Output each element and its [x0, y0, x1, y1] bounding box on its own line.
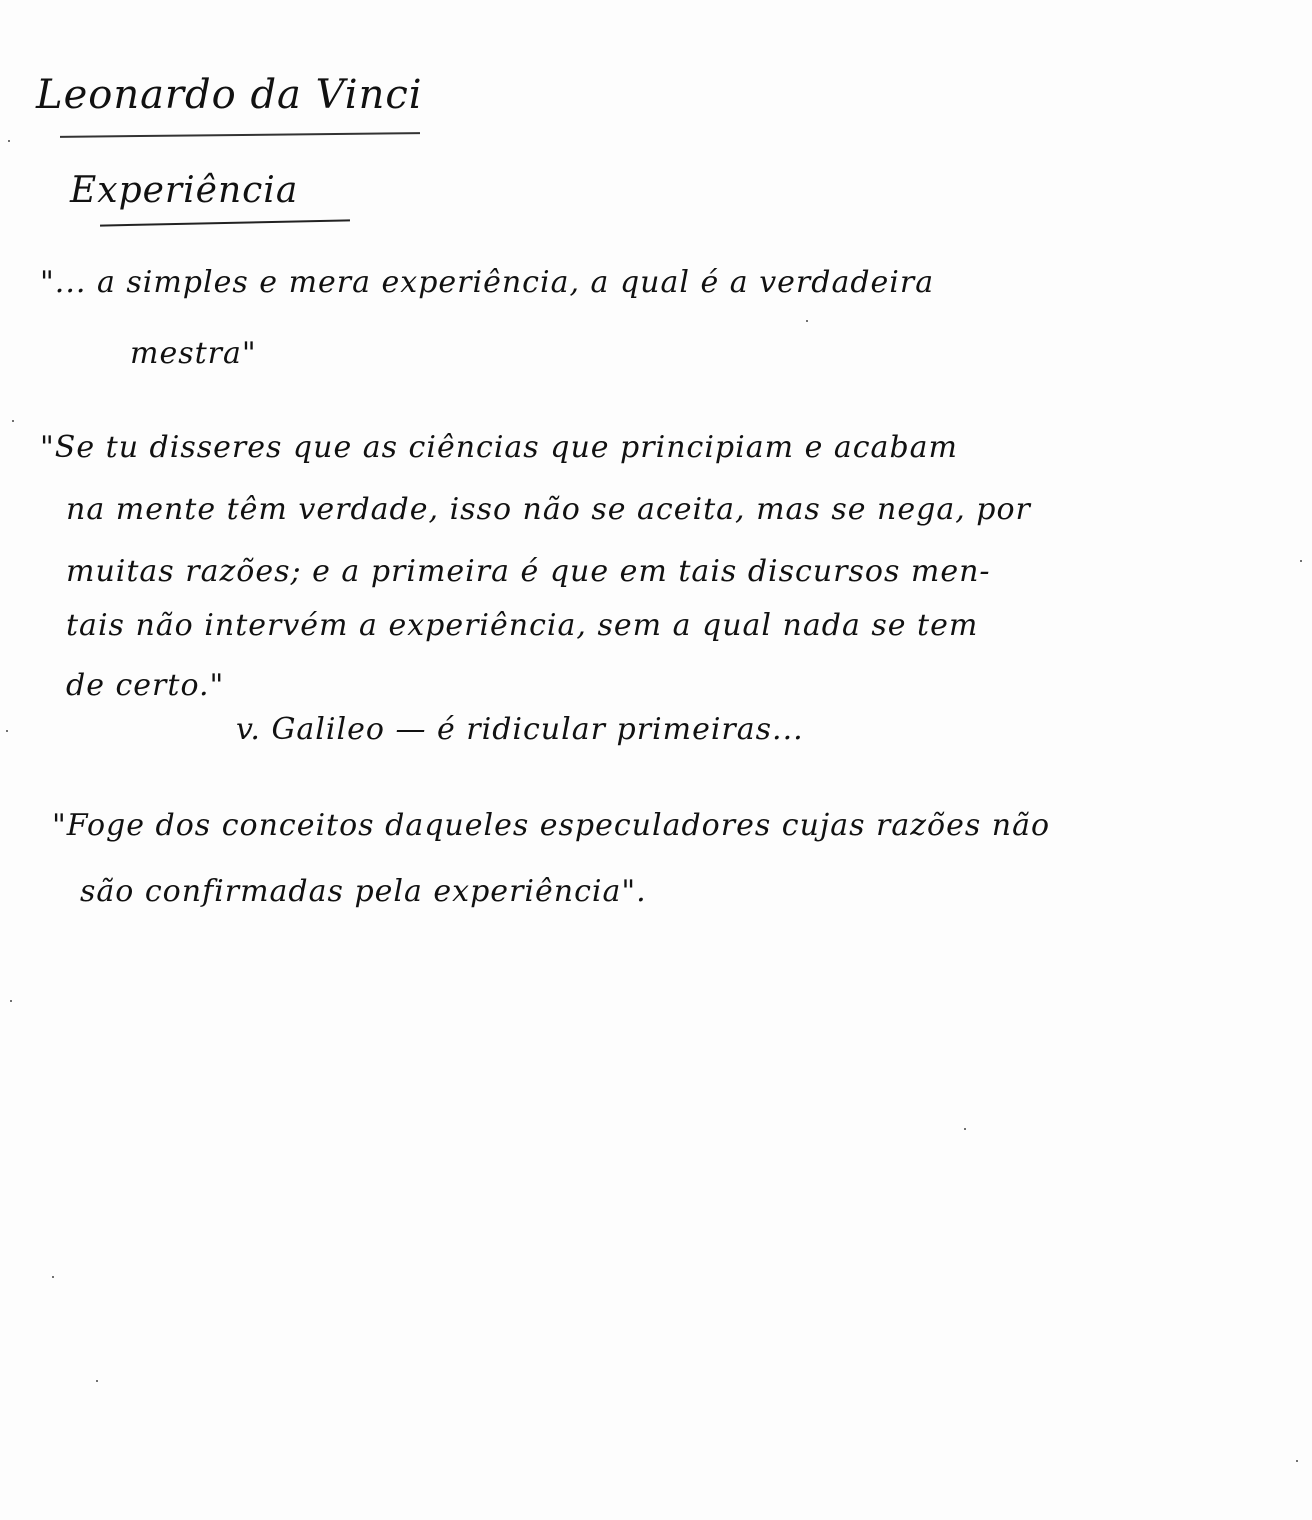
title-underline	[60, 132, 420, 138]
quote-line: muitas razões; e a primeira é que em tais discursos men-	[66, 554, 991, 589]
page-title: Leonardo da Vinci	[36, 72, 423, 118]
section-heading-underline	[100, 219, 350, 226]
scan-speck	[52, 1276, 54, 1278]
quote-line: de certo."	[66, 668, 225, 703]
quote-line: "... a simples e mera experiência, a qual é a verdadeira	[40, 265, 935, 300]
scan-speck	[96, 1380, 98, 1382]
scan-speck	[1296, 1460, 1298, 1462]
scan-speck	[10, 1000, 12, 1002]
quote-line: são confirmadas pela experiência".	[80, 874, 647, 909]
scan-speck	[964, 1128, 966, 1130]
quote-line: "Foge dos conceitos daqueles especuladores cujas razões não	[52, 808, 1051, 843]
section-heading: Experiência	[70, 170, 299, 211]
scan-speck	[8, 140, 10, 142]
quote-line: mestra"	[130, 336, 257, 371]
scan-speck	[806, 320, 808, 322]
quote-line: tais não intervém a experiência, sem a qual nada se tem	[66, 608, 979, 643]
scan-speck	[6, 730, 8, 732]
quote-reference-note: v. Galileo — é ridicular primeiras...	[236, 712, 804, 747]
scan-speck	[12, 420, 14, 422]
scan-speck	[1300, 560, 1302, 562]
quote-line: na mente têm verdade, isso não se aceita, mas se nega, por	[66, 492, 1031, 527]
quote-line: "Se tu disseres que as ciências que principiam e acabam	[40, 430, 958, 465]
